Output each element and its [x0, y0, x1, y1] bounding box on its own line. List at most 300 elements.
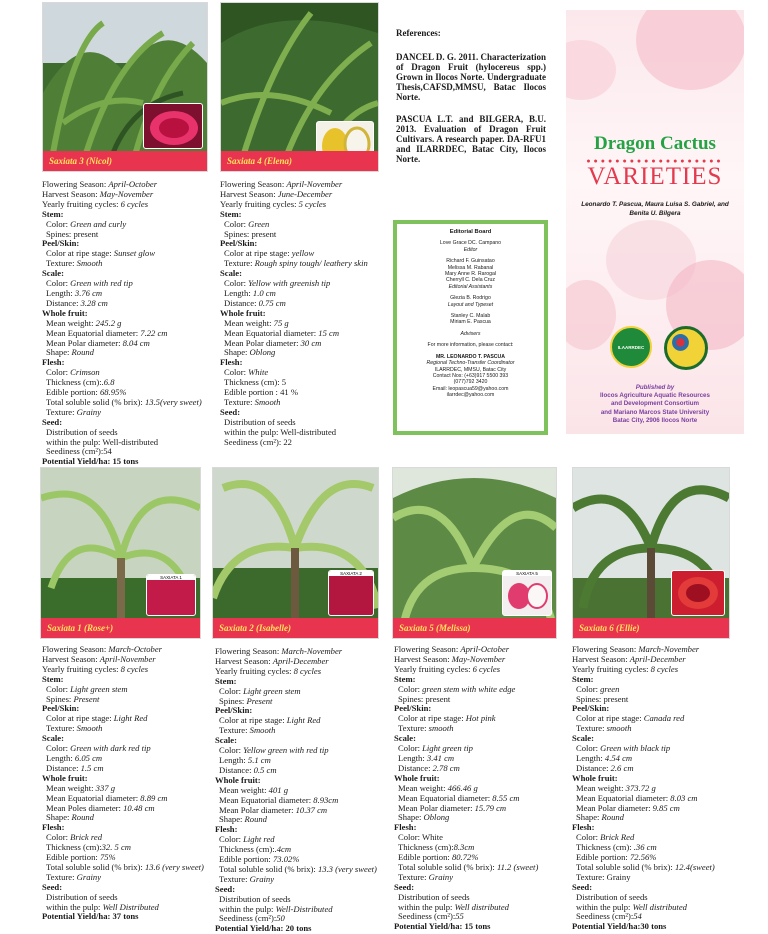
spec-value: Present	[73, 693, 100, 704]
spec-label: Harvest Season:	[215, 655, 273, 666]
spec-value: 13.6 (very sweet)	[144, 861, 204, 872]
spec-value: Brick Red	[600, 832, 635, 843]
spec-value: 373.72 g	[625, 782, 656, 793]
spec-label: Total soluble solid (% brix):	[398, 861, 497, 872]
spec-label: within the pulp:	[576, 901, 633, 912]
spec-label: Stem:	[220, 208, 242, 219]
spec-label: Texture:	[398, 871, 429, 882]
spec-value: White	[248, 367, 269, 378]
spec-label: Flesh:	[220, 357, 243, 368]
spec-value: Grainy	[428, 871, 454, 882]
published-by-label: Published by	[635, 384, 675, 391]
board-line: Advisers	[460, 330, 481, 337]
board-line: Editor	[463, 246, 478, 253]
spec-label: Texture:	[46, 406, 77, 417]
spec-line	[394, 873, 538, 883]
spec-value: Green	[248, 218, 270, 229]
spec-value: 8.04 cm	[122, 337, 150, 348]
spec-label: Color:	[398, 683, 423, 694]
spec-value: Green and curly	[70, 218, 127, 229]
board-line: MR. LEONARDO T. PASCUA	[435, 353, 506, 360]
spec-value: Oblong	[423, 812, 450, 823]
spec-value: 0.5 cm	[253, 764, 277, 775]
spec-label: Spines: present	[46, 228, 99, 239]
spec-label: Whole fruit:	[572, 772, 618, 783]
spec-label: within the pulp:	[219, 903, 276, 914]
spec-label: Thickness (cm):	[398, 842, 454, 853]
spec-label: Mean Poles diameter:	[46, 802, 124, 813]
spec-label: Texture:	[398, 723, 429, 734]
spec-value: Oblong	[249, 347, 276, 358]
spec-label: Color:	[219, 685, 244, 696]
spec-line	[220, 259, 368, 269]
spec-value: April-October	[460, 644, 510, 654]
spec-value: 401 g	[268, 784, 288, 795]
editorial-board-content	[397, 224, 544, 431]
spec-line	[42, 665, 204, 675]
spec-label: Yearly fruiting cycles:	[394, 663, 473, 674]
spec-label: within the pulp: Well-distributed	[46, 436, 159, 447]
board-line: Layout and Typeset	[447, 301, 494, 308]
spec-label: Color: White	[398, 832, 443, 843]
spec-label: Length:	[398, 752, 427, 763]
spec-label: Color:	[46, 218, 71, 229]
spec-value: 8 cycles	[650, 663, 679, 674]
spec-value: May-November	[451, 653, 506, 664]
spec-value: June-December	[277, 188, 333, 199]
reference-item	[396, 114, 546, 164]
spec-label: Length:	[46, 752, 75, 763]
spec-label: Mean weight:	[576, 782, 626, 793]
spec-value: Grainy	[76, 871, 102, 882]
spec-label: Flowering Season:	[42, 644, 109, 654]
dragon-fruit-decoration	[566, 40, 616, 100]
spec-label: Color:	[576, 832, 601, 843]
spec-label: Seediness (cm²):	[219, 913, 277, 924]
spec-label: Mean Polar diameter:	[398, 802, 475, 813]
spec-label: Flesh:	[215, 824, 238, 835]
spec-value: Brick red	[70, 832, 103, 843]
spec-label: Stem:	[42, 673, 64, 684]
spec-value: 245.2 g	[95, 317, 122, 328]
spec-value: .6.8	[101, 377, 115, 388]
fruit-inset-image	[671, 570, 725, 616]
spec-label: Total soluble solid (% brix):	[46, 396, 145, 407]
publisher-line: and Mariano Marcos State University	[600, 408, 710, 416]
spec-label: Color at ripe stage:	[398, 713, 466, 724]
spec-label: Flesh:	[394, 822, 417, 833]
spec-value: Grainy	[249, 873, 275, 884]
photo-saxiata-6	[572, 467, 730, 639]
spec-value: 8.55 cm	[492, 792, 520, 803]
spec-value: 72.56%	[629, 852, 657, 863]
board-line: Cherryll C. Dela Cruz	[445, 277, 495, 284]
spec-label: Harvest Season:	[42, 188, 100, 199]
spec-label: Whole fruit:	[42, 772, 88, 783]
spec-label: Thickness (cm):	[46, 377, 102, 388]
spec-label: Length:	[46, 287, 75, 298]
spec-label: Yearly fruiting cycles:	[42, 663, 121, 674]
spec-label: Texture:	[219, 725, 250, 736]
spec-value: March-November	[281, 646, 343, 656]
spec-value: Yellow with greenish tip	[248, 278, 331, 289]
spec-label: Mean Equatorial diameter:	[219, 794, 314, 805]
editorial-board-title: Editorial Board	[449, 229, 492, 235]
photo-caption: Saxiata 2 (Isabelle)	[213, 618, 378, 638]
spec-line	[42, 259, 202, 269]
photo-saxiata-3	[42, 2, 208, 172]
photo-caption: Saxiata 3 (Nicol)	[43, 151, 207, 171]
board-line: Miriam E. Pascua	[450, 319, 491, 326]
spec-value: 10.48 cm	[123, 802, 155, 813]
spec-label: Whole fruit:	[42, 307, 88, 318]
publisher-line: Batac City, 2906 Ilocos Norte	[612, 416, 698, 424]
spec-value: March-October	[108, 644, 162, 654]
dragon-fruit-decoration	[566, 280, 616, 350]
spec-label: Stem:	[394, 673, 416, 684]
spec-label: Edible portion:	[219, 854, 273, 865]
spec-heading	[42, 457, 202, 467]
spec-label: Length:	[224, 287, 253, 298]
spec-value: Sunset glow	[113, 248, 156, 259]
spec-value: smooth	[428, 723, 454, 734]
spec-value: Yellow green with red tip	[243, 745, 329, 756]
spec-label: Flowering Season:	[42, 179, 109, 189]
spec-value: Rough spiny tough/ leathery skin	[254, 258, 368, 269]
spec-heading	[215, 924, 377, 934]
spec-label: Total soluble solid (% brix):	[219, 863, 318, 874]
spec-value: 0.75 cm	[258, 297, 286, 308]
spec-label: Color:	[46, 683, 71, 694]
board-line: Editorial Assistants	[448, 283, 493, 290]
spec-value: April-December	[629, 653, 686, 664]
spec-line	[42, 408, 202, 418]
spec-value: 5 cycles	[298, 198, 327, 209]
spec-label: Texture: Grainy	[576, 871, 631, 882]
spec-label: Seed:	[220, 406, 241, 417]
spec-label: Color:	[219, 745, 244, 756]
spec-label: Texture:	[224, 258, 255, 269]
spec-label: Shape:	[46, 812, 72, 823]
spec-label: Seed:	[215, 883, 236, 894]
spec-label: Color:	[219, 834, 244, 845]
spec-label: Scale:	[215, 735, 237, 746]
spec-label: Harvest Season:	[220, 188, 278, 199]
spec-label: Shape:	[46, 347, 72, 358]
spec-value: Crimson	[70, 367, 100, 378]
spec-value: 3.28 cm	[80, 297, 108, 308]
spec-value: 8 cycles	[293, 665, 322, 676]
spec-label: Texture:	[219, 873, 250, 884]
spec-label: Yearly fruiting cycles:	[220, 198, 299, 209]
spec-label: Distribution of seeds	[224, 416, 296, 427]
spec-value: May-November	[99, 188, 154, 199]
spec-label: Peel/Skin:	[572, 703, 610, 714]
spec-value: 30 cm	[300, 337, 322, 348]
spec-line	[215, 726, 377, 736]
spec-label: Harvest Season:	[394, 653, 452, 664]
specs-saxiata-1	[42, 645, 204, 922]
spec-value: 54	[633, 911, 642, 922]
spec-value: 73.02%	[272, 854, 300, 865]
board-line: ilarrdec@yahoo.com	[446, 392, 495, 399]
spec-label: Flowering Season:	[215, 646, 282, 656]
spec-label: Flesh:	[42, 357, 65, 368]
spec-line	[572, 873, 715, 883]
spec-label: Seed:	[42, 416, 63, 427]
spec-line	[42, 873, 204, 883]
spec-line	[220, 200, 368, 210]
spec-label: Thickness (cm):	[219, 844, 275, 855]
spec-label: Shape:	[219, 814, 245, 825]
spec-label: Scale:	[394, 733, 416, 744]
spec-value: 13.3 (very sweet)	[317, 863, 377, 874]
spec-line	[220, 398, 368, 408]
spec-value: 3.76 cm	[74, 287, 103, 298]
spec-label: Flowering Season:	[394, 644, 461, 654]
cover-dots-divider: ●●●●●●●●●●●●●●●●●●●	[586, 157, 724, 165]
spec-value: Light Red	[286, 715, 321, 726]
spec-label: Mean Equatorial diameter:	[46, 792, 141, 803]
spec-value: 15.79 cm	[474, 802, 507, 813]
spec-label: Flesh:	[42, 822, 65, 833]
spec-label: Spines:	[219, 695, 247, 706]
spec-label: Shape:	[576, 812, 602, 823]
spec-line	[215, 815, 377, 825]
spec-line	[42, 348, 202, 358]
spec-label: Texture:	[224, 396, 255, 407]
spec-label: Mean Polar diameter:	[224, 337, 301, 348]
spec-label: Distance:	[46, 762, 81, 773]
spec-label: Color:	[46, 278, 71, 289]
spec-value: Hot pink	[465, 713, 496, 724]
spec-label: Edible portion:	[398, 852, 452, 863]
reference-text: PASCUA L.T. and BILGERA, B.U. 2013. Evaluation of Dragon Fruit Cultivars. A research paper. DA-RFU1 and ILARRDEC, Batac City, Ilocos Norte.	[396, 114, 546, 164]
spec-value: 7.22 cm	[140, 327, 168, 338]
spec-label: Thickness (cm):	[46, 842, 102, 853]
spec-label: Potential Yield/ha: 15 tons	[42, 456, 139, 467]
spec-label: Potential Yield/ha:30 tons	[572, 921, 667, 932]
spec-label: Color at ripe stage:	[219, 715, 287, 726]
fruit-inset-image	[143, 103, 203, 149]
spec-label: Color:	[224, 367, 249, 378]
spec-label: Distribution of seeds	[576, 891, 648, 902]
references-title: References:	[396, 28, 441, 38]
spec-label: Color at ripe stage:	[46, 713, 114, 724]
spec-value: 15 cm	[318, 327, 340, 338]
spec-value: 5.1 cm	[247, 754, 271, 765]
spec-label: Spines: present	[576, 693, 629, 704]
spec-line	[215, 667, 377, 677]
spec-label: Mean Polar diameter:	[576, 802, 653, 813]
spec-label: Color at ripe stage:	[46, 248, 114, 259]
photo-saxiata-2	[212, 467, 379, 639]
spec-value: 8.3cm	[453, 842, 475, 853]
spec-value: 11.2 (sweet)	[496, 861, 539, 872]
spec-label: Mean Equatorial diameter:	[46, 327, 141, 338]
spec-label: Texture:	[46, 258, 77, 269]
spec-value: Round	[601, 812, 624, 823]
specs-saxiata-3	[42, 180, 202, 467]
spec-label: Stem:	[42, 208, 64, 219]
specs-saxiata-2	[215, 647, 377, 934]
cover-publisher	[568, 384, 742, 425]
reference-item	[396, 52, 546, 102]
spec-value: 68.95%	[99, 387, 127, 398]
spec-label: Seediness (cm²):	[398, 911, 456, 922]
spec-value: 6.05 cm	[74, 752, 103, 763]
spec-label: Harvest Season:	[572, 653, 630, 664]
spec-value: Light green stem	[243, 685, 301, 696]
spec-value: 75%	[99, 852, 116, 863]
spec-label: Mean Polar diameter:	[219, 804, 296, 815]
spec-value: Smooth	[249, 725, 276, 736]
spec-value: Well Distributed	[102, 901, 159, 912]
spec-label: Color:	[46, 743, 71, 754]
spec-value: Green with black tip	[600, 743, 671, 754]
spec-label: Spines:	[46, 693, 74, 704]
spec-label: Seediness (cm²): 22	[224, 436, 292, 447]
spec-label: Peel/Skin:	[42, 703, 80, 714]
spec-line	[42, 813, 204, 823]
mmsu-seal-logo	[664, 326, 708, 370]
photo-saxiata-5	[392, 467, 557, 639]
spec-value: Well distributed	[632, 901, 687, 912]
spec-label: Peel/Skin:	[215, 705, 253, 716]
spec-label: Color at ripe stage:	[576, 713, 644, 724]
photo-caption: Saxiata 1 (Rose+)	[41, 618, 200, 638]
dragon-fruit-decoration	[636, 10, 744, 90]
inset-label: SAXIATA 5	[503, 571, 551, 576]
spec-value: 9.85 cm	[652, 802, 680, 813]
spec-label: Texture:	[46, 871, 77, 882]
spec-label: Edible portion:	[576, 852, 630, 863]
board-line: Love Grace DC. Campano	[439, 240, 502, 247]
spec-value: 10.37 cm	[295, 804, 328, 815]
spec-value: 32. 5 cm	[101, 842, 131, 853]
spec-value: Well distributed	[454, 901, 509, 912]
spec-value: 2.78 cm	[432, 762, 460, 773]
spec-label: Mean Equatorial diameter:	[576, 792, 671, 803]
spec-value: .36 cm	[633, 842, 657, 853]
spec-line	[394, 665, 538, 675]
spec-label: Length:	[576, 752, 605, 763]
spec-value: 55	[455, 911, 464, 922]
spec-label: Peel/Skin:	[394, 703, 432, 714]
spec-label: Edible portion:	[46, 387, 100, 398]
spec-label: Mean Equatorial diameter:	[398, 792, 493, 803]
spec-label: Yearly fruiting cycles:	[42, 198, 121, 209]
spec-label: Mean Equatorial diameter:	[224, 327, 319, 338]
spec-value: Green with dark red tip	[70, 743, 151, 754]
board-line: (077)792 3420	[453, 379, 488, 386]
spec-label: Scale:	[42, 268, 64, 279]
spec-heading	[572, 922, 715, 932]
spec-value: smooth	[606, 723, 632, 734]
spec-label: Distribution of seeds	[46, 891, 118, 902]
spec-line	[42, 200, 202, 210]
spec-label: Flowering Season:	[220, 179, 287, 189]
spec-value: 337 g	[95, 782, 115, 793]
spec-line	[220, 438, 368, 448]
spec-label: Potential Yield/ha: 37 tons	[42, 911, 139, 922]
spec-value: Canada red	[643, 713, 685, 724]
spec-label: Harvest Season:	[42, 653, 100, 664]
spec-label: within the pulp:	[398, 901, 455, 912]
spec-label: Mean weight:	[219, 784, 269, 795]
spec-label: Color:	[224, 218, 249, 229]
spec-label: Thickness (cm):	[576, 842, 634, 853]
spec-label: Mean Polar diameter:	[46, 337, 123, 348]
spec-value: Well-Distributed	[275, 903, 333, 914]
fruit-inset-image	[502, 570, 552, 616]
spec-value: 6 cycles	[472, 663, 501, 674]
spec-label: Distance:	[224, 297, 259, 308]
spec-value: April-November	[286, 179, 343, 189]
specs-saxiata-5	[394, 645, 538, 932]
spec-label: Seed:	[572, 881, 593, 892]
spec-label: Mean weight:	[224, 317, 274, 328]
spec-label: Color:	[224, 278, 249, 289]
spec-value: Light green tip	[422, 743, 473, 754]
spec-label: Length:	[219, 754, 248, 765]
spec-value: 6 cycles	[120, 198, 149, 209]
spec-label: Thickness (cm): 5	[224, 377, 287, 388]
spec-value: April-December	[272, 655, 329, 666]
spec-value: .4cm	[274, 844, 292, 855]
spec-value: 12.4(sweet)	[674, 861, 715, 872]
spec-label: Color:	[46, 367, 71, 378]
photo-saxiata-1	[40, 467, 201, 639]
editorial-board	[393, 220, 548, 435]
board-line: Email: leopascua59@yahoo.com	[432, 385, 509, 392]
logo-text: ILAARRDEC	[617, 344, 645, 350]
spec-label: Flowering Season:	[572, 644, 639, 654]
spec-label: Yearly fruiting cycles:	[572, 663, 651, 674]
spec-value: April-November	[99, 653, 156, 664]
spec-label: Color at ripe stage:	[224, 248, 292, 259]
spec-value: 3.41 cm	[426, 752, 455, 763]
spec-value: 8 cycles	[120, 663, 149, 674]
fruit-inset-image	[146, 574, 196, 616]
spec-label: Shape:	[398, 812, 424, 823]
spec-label: Edible portion:	[46, 852, 100, 863]
references	[396, 28, 546, 176]
spec-value: 75 g	[273, 317, 289, 328]
spec-label: Distance:	[46, 297, 81, 308]
spec-label: Whole fruit:	[215, 774, 261, 785]
spec-label: Texture:	[576, 723, 607, 734]
board-line: Regional Techno-Transfer Coordinator	[426, 360, 515, 367]
spec-value: yellow	[291, 248, 315, 259]
spec-label: Scale:	[220, 268, 242, 279]
spec-value: Smooth	[76, 258, 103, 269]
spec-value: Present	[246, 695, 273, 706]
spec-value: Light red	[243, 834, 275, 845]
spec-label: Yearly fruiting cycles:	[215, 665, 294, 676]
spec-value: green stem with white edge	[422, 683, 516, 694]
board-line: ILARRDEC, MMSU, Batac City	[434, 366, 507, 373]
spec-line	[42, 724, 204, 734]
spec-label: Distribution of seeds	[46, 426, 118, 437]
board-line: For more information, please contact:	[427, 342, 514, 349]
fruit-inset-image	[328, 570, 374, 616]
spec-label: Color:	[576, 743, 601, 754]
spec-value: March-November	[638, 644, 700, 654]
spec-label: Distance:	[219, 764, 254, 775]
spec-value: Light Red	[113, 713, 148, 724]
photo-saxiata-4	[220, 2, 379, 172]
